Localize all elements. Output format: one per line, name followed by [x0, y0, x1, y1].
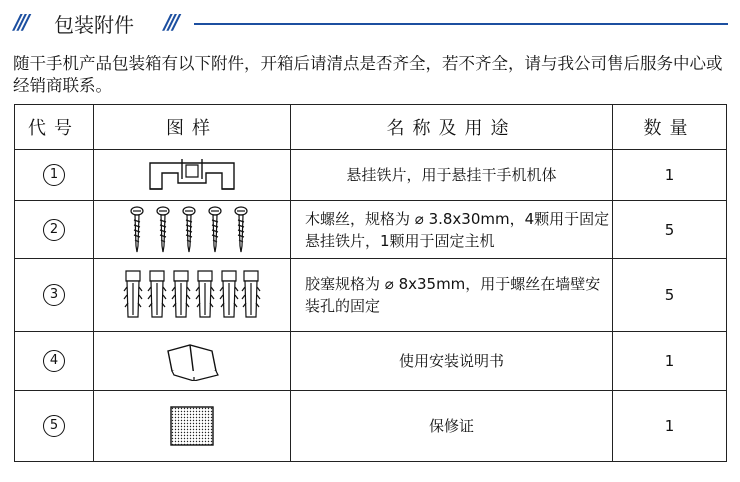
item-image-cell [94, 391, 291, 462]
wall-plugs-icon [122, 267, 262, 323]
accessories-table [14, 104, 727, 462]
item-code: 2 [43, 219, 65, 241]
col-header-name-usage: 名称及用途 [291, 105, 613, 150]
intro-paragraph: 随干手机产品包装箱有以下附件，开箱后请清点是否齐全，若不齐全，请与我公司售后服务中心或经销商联系。 [13, 54, 723, 95]
item-quantity: 1 [613, 391, 727, 462]
wood-screws-icon [127, 206, 257, 254]
item-description: 木螺丝，规格为 ⌀ 3.8x30mm，4颗用于固定悬挂铁片，1颗用于固定主机 [291, 200, 613, 259]
manual-book-icon [164, 341, 220, 381]
item-description: 保修证 [291, 391, 613, 462]
table-row [15, 200, 727, 259]
col-header-quantity: 数量 [613, 105, 727, 150]
col-header-image: 图样 [94, 105, 291, 150]
hanging-bracket-icon [144, 155, 240, 195]
table-row [15, 391, 727, 462]
section-header [14, 8, 728, 37]
item-description: 使用安装说明书 [291, 332, 613, 391]
section-title: 包装附件 [54, 13, 134, 37]
item-quantity: 5 [613, 200, 727, 259]
item-code: 3 [43, 284, 65, 306]
warranty-card-icon [168, 404, 216, 448]
table-row [15, 332, 727, 391]
table-header-row [15, 105, 727, 150]
item-image-cell [94, 259, 291, 332]
table-row [15, 150, 727, 201]
header-rule [194, 23, 728, 25]
item-image-cell [94, 200, 291, 259]
item-code: 5 [43, 415, 65, 437]
item-image-cell [94, 332, 291, 391]
item-quantity: 1 [613, 150, 727, 201]
decorative-slashes-left: /// [14, 10, 27, 34]
table-row [15, 259, 727, 332]
item-description: 悬挂铁片，用于悬挂干手机机体 [291, 150, 613, 201]
col-header-code: 代号 [15, 105, 94, 150]
item-image-cell [94, 150, 291, 201]
item-code: 4 [43, 350, 65, 372]
item-quantity: 5 [613, 259, 727, 332]
decorative-slashes-right: /// [164, 10, 177, 34]
item-code: 1 [43, 164, 65, 186]
item-description: 胶塞规格为 ⌀ 8x35mm，用于螺丝在墙壁安装孔的固定 [291, 259, 613, 332]
item-quantity: 1 [613, 332, 727, 391]
